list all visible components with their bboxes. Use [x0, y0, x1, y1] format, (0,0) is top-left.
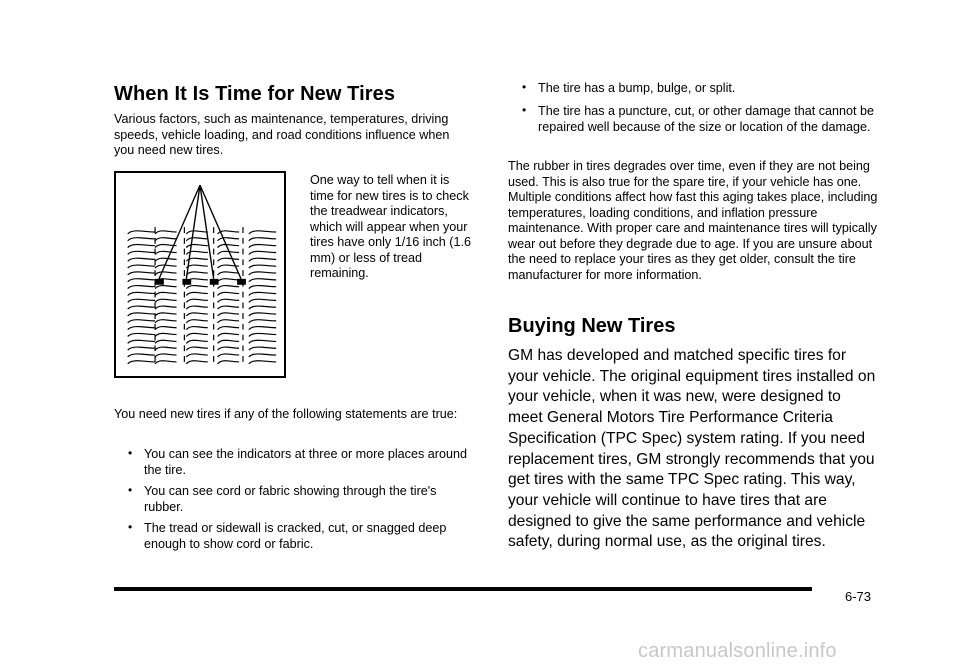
- buying-tires-paragraph: GM has developed and matched specific tires for your vehicle. The original equipment tires installed on your vehicle, when it was new, were designed to meet General Motors Tire Performance Criteria Specification (TPC Spec) system rating. If you need replacement tires, GM strongly recommends that you get tires with the same TPC Spec rating. This way, your vehicle will continue to have tires that are designed to give the same performance and vehicle safety, during normal use, as the original tires.: [508, 347, 876, 551]
- treadwear-indicator-illustration: [114, 171, 286, 378]
- list-item: [508, 81, 878, 97]
- statements-intro: You need new tires if any of the following statements are true:: [114, 407, 458, 421]
- list-item-text: You can see cord or fabric showing through the tire's rubber.: [144, 484, 437, 514]
- list-item-text: The tire has a puncture, cut, or other damage that cannot be repaired well because of the size or location of the damage.: [538, 104, 875, 134]
- bullet-icon: •: [128, 446, 133, 460]
- intro-paragraph: Various factors, such as maintenance, temperatures, driving speeds, vehicle loading, and road conditions influence when you need new tires.: [114, 112, 450, 157]
- page-number: 6-73: [845, 589, 872, 604]
- watermark: carmanualsonline.info: [638, 640, 837, 662]
- bullet-icon: •: [128, 483, 133, 497]
- list-item-text: The tread or sidewall is cracked, cut, or snagged deep enough to show cord or fabric.: [144, 521, 447, 551]
- list-item: [114, 484, 476, 515]
- section-heading-new-tires: When It Is Time for New Tires: [114, 83, 396, 105]
- footer-rule: [114, 587, 812, 591]
- list-item: [114, 447, 476, 478]
- list-item: [114, 521, 476, 552]
- list-item-text: You can see the indicators at three or more places around the tire.: [144, 447, 467, 477]
- bullet-icon: •: [522, 103, 527, 117]
- tire-aging-paragraph: The rubber in tires degrades over time, even if they are not being used. This is also true for the spare tire, if your vehicle has one. Multiple conditions affect how fast this aging takes place, including temperatures, loading conditions, and inflation pressure maintenance. With proper care and maintenance tires will typically wear out before they degrade due to age. If you are unsure about the need to replace your tires as they get older, consult the tire manufacturer for more information.: [508, 159, 878, 282]
- section-heading-buying-tires: Buying New Tires: [508, 315, 676, 337]
- list-item: [508, 104, 878, 135]
- bullet-icon: •: [522, 80, 527, 94]
- figure-caption: One way to tell when it is time for new tires is to check the treadwear indicators, which will appear when your tires have only 1/16 inch (1.6 mm) or less of tread remaining.: [310, 173, 472, 280]
- bullet-icon: •: [128, 520, 133, 534]
- list-item-text: The tire has a bump, bulge, or split.: [538, 81, 736, 95]
